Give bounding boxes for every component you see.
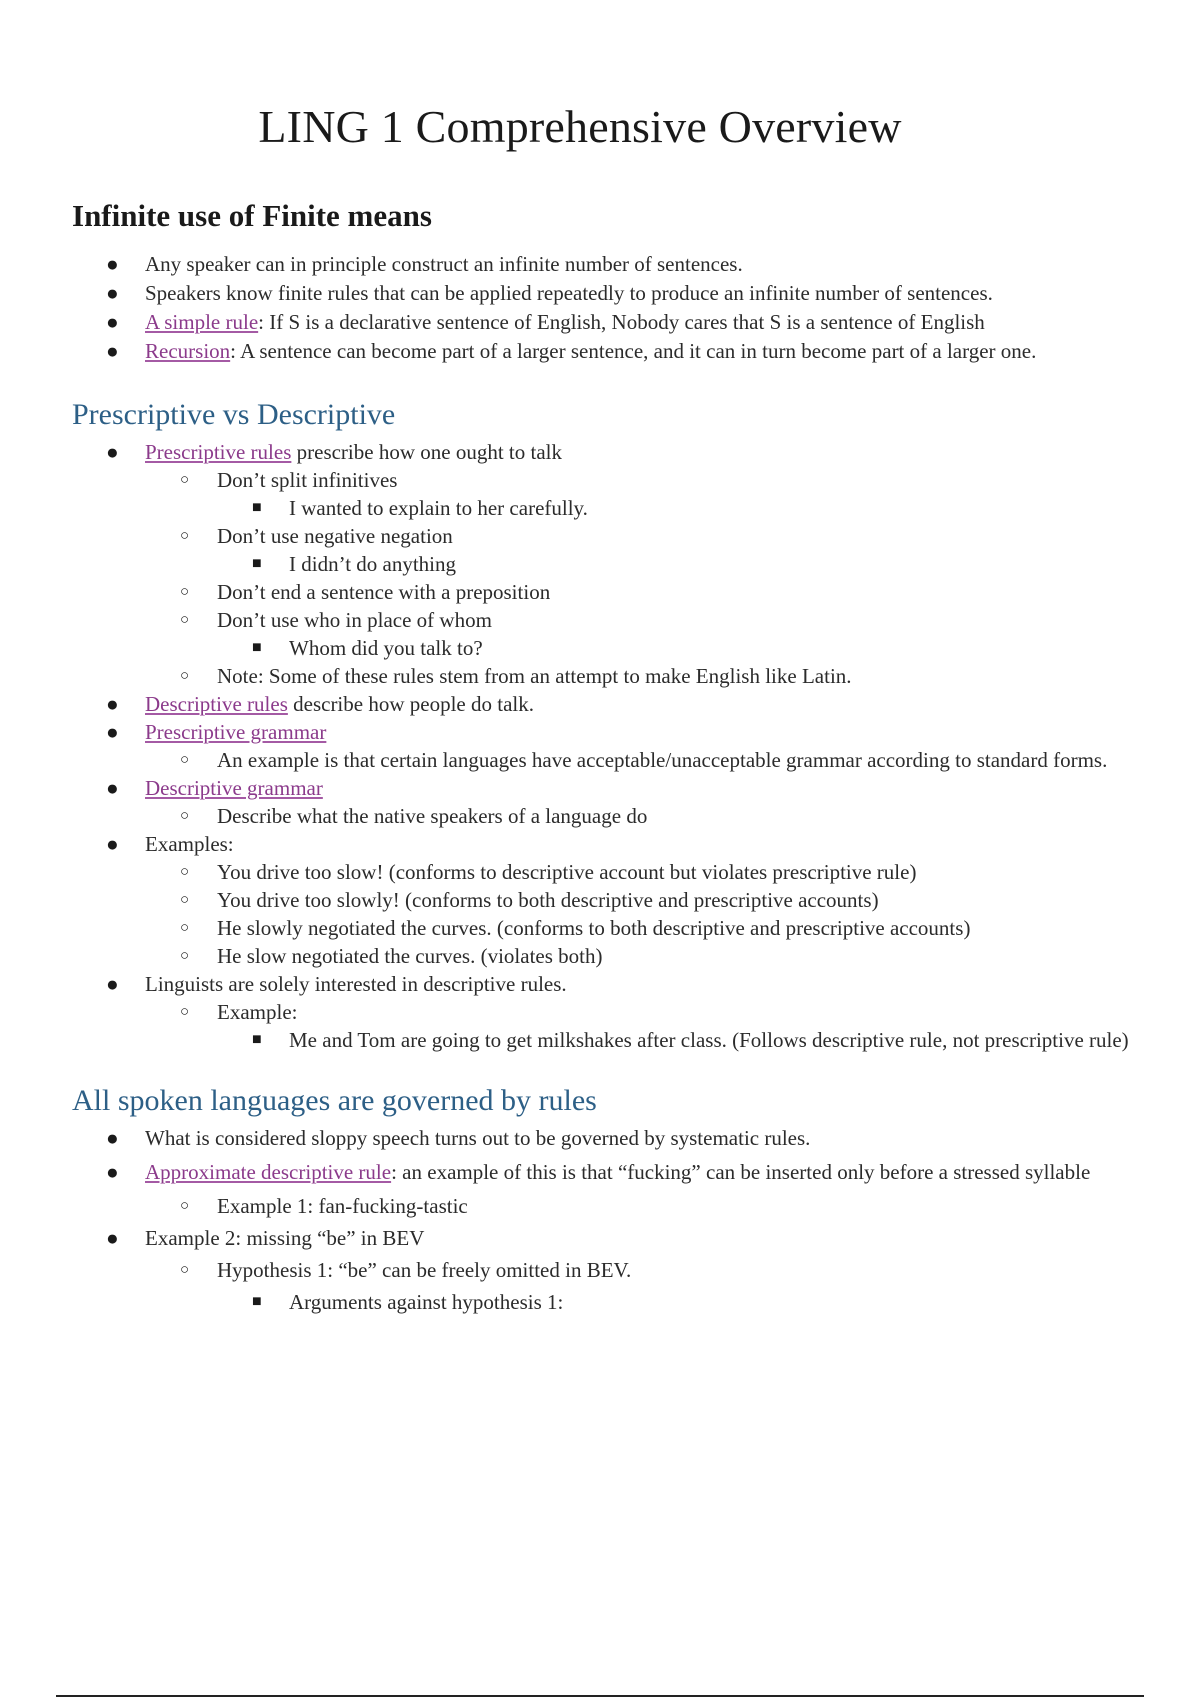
- bullet-circle-icon: ○: [180, 1262, 190, 1278]
- list-item: ○ Hypothesis 1: “be” can be freely omitted in BEV.: [180, 1258, 632, 1282]
- bullet-circle-icon: ○: [180, 808, 190, 824]
- bullet-circle-icon: ○: [180, 948, 190, 964]
- list-item: ○ Don’t use who in place of whom: [180, 608, 492, 632]
- list-item: ● Descriptive rules describe how people do talk.: [106, 692, 534, 716]
- list-item: ○ Don’t use negative negation: [180, 524, 453, 548]
- section-heading-prescriptive-vs-descriptive: Prescriptive vs Descriptive: [72, 398, 396, 431]
- bullet-circle-icon: ○: [180, 1004, 190, 1020]
- bullet-circle-icon: ○: [180, 752, 190, 768]
- bullet-circle-icon: ○: [180, 920, 190, 936]
- list-item: ○ An example is that certain languages have acceptable/unacceptable grammar according to standard forms.: [180, 748, 1108, 772]
- document-title: LING 1 Comprehensive Overview: [258, 101, 902, 152]
- bullet-dot-icon: ●: [106, 1226, 119, 1250]
- section1-list: [72, 250, 1172, 365]
- list-item: ● Recursion: A sentence can become part of a larger sentence, and it can in turn become part of a larger one.: [106, 339, 1037, 363]
- bullet-dot-icon: ●: [106, 692, 119, 716]
- bullet-square-icon: ■: [252, 639, 262, 656]
- list-item: ■ I didn’t do anything: [252, 552, 457, 576]
- list-item: ■ I wanted to explain to her carefully.: [252, 496, 588, 520]
- list-item: ○ Don’t end a sentence with a preposition: [180, 580, 551, 604]
- document-body: [72, 196, 1172, 1316]
- bullet-circle-icon: ○: [180, 892, 190, 908]
- bullet-square-icon: ■: [252, 1031, 262, 1048]
- list-item: ■ Whom did you talk to?: [252, 636, 483, 660]
- bullet-dot-icon: ●: [106, 776, 119, 800]
- bullet-circle-icon: ○: [180, 584, 190, 600]
- page-bottom-divider: [56, 1695, 1144, 1697]
- list-item: [72, 718, 1172, 746]
- bullet-dot-icon: ●: [106, 832, 119, 856]
- list-item: [72, 774, 1172, 802]
- link-descriptive-grammar[interactable]: Descriptive grammar: [145, 776, 323, 800]
- link-descriptive-rules[interactable]: Descriptive rules: [145, 692, 288, 716]
- section-heading-governed-by-rules: All spoken languages are governed by rules: [72, 1084, 597, 1117]
- bullet-dot-icon: ●: [106, 310, 119, 334]
- bullet-dot-icon: ●: [106, 339, 119, 363]
- list-item: ● Approximate descriptive rule: an example of this is that “fucking” can be inserted only before a stressed syllable: [72, 1156, 1172, 1188]
- bullet-dot-icon: ●: [106, 1126, 119, 1150]
- list-item: ● Linguists are solely interested in descriptive rules.: [106, 972, 567, 996]
- bullet-circle-icon: ○: [180, 472, 190, 488]
- list-item: ● Example 2: missing “be” in BEV: [106, 1226, 425, 1250]
- section3-list: [72, 1124, 1172, 1316]
- section2-list: [72, 438, 1172, 1054]
- link-prescriptive-grammar[interactable]: Prescriptive grammar: [145, 720, 327, 744]
- link-prescriptive-rules[interactable]: Prescriptive rules: [145, 440, 292, 464]
- list-item: ○ Don’t split infinitives: [180, 468, 398, 492]
- bullet-dot-icon: ●: [106, 720, 119, 744]
- link-simple-rule[interactable]: A simple rule: [145, 310, 259, 334]
- bullet-square-icon: ■: [252, 499, 262, 516]
- bullet-dot-icon: ●: [106, 281, 119, 305]
- bullet-circle-icon: ○: [180, 1198, 190, 1214]
- list-item: ■ Me and Tom are going to get milkshakes after class. (Follows descriptive rule, not prescriptive rule): [252, 1028, 1129, 1052]
- list-item: ● Examples:: [106, 832, 234, 856]
- list-item: ○ You drive too slow! (conforms to descriptive account but violates prescriptive rule): [180, 860, 917, 884]
- bullet-dot-icon: ●: [106, 252, 119, 276]
- list-item: ○ Describe what the native speakers of a language do: [180, 804, 648, 828]
- bullet-dot-icon: ●: [106, 1160, 119, 1184]
- list-item: ○ He slow negotiated the curves. (violates both): [180, 944, 603, 968]
- bullet-circle-icon: ○: [180, 528, 190, 544]
- section-heading-infinite-use: Infinite use of Finite means: [72, 198, 432, 233]
- list-item: ■ Arguments against hypothesis 1:: [252, 1290, 564, 1314]
- list-item: ○ He slowly negotiated the curves. (conforms to both descriptive and prescriptive accounts): [180, 916, 971, 940]
- list-item: ● A simple rule: If S is a declarative sentence of English, Nobody cares that S is a sentence of English: [106, 310, 985, 334]
- list-item: ● Speakers know finite rules that can be applied repeatedly to produce an infinite number of sentences.: [106, 281, 993, 305]
- list-item: ○ You drive too slowly! (conforms to both descriptive and prescriptive accounts): [180, 888, 879, 912]
- bullet-square-icon: ■: [252, 555, 262, 572]
- list-item: ○ Note: Some of these rules stem from an attempt to make English like Latin.: [180, 664, 852, 688]
- bullet-dot-icon: ●: [106, 972, 119, 996]
- list-item: ● Prescriptive rules prescribe how one ought to talk: [106, 440, 562, 464]
- list-item: ○ Example:: [180, 1000, 298, 1024]
- list-item: ● Any speaker can in principle construct an infinite number of sentences.: [106, 252, 743, 276]
- link-recursion[interactable]: Recursion: [145, 339, 231, 363]
- bullet-square-icon: ■: [252, 1293, 262, 1310]
- list-item: ○ Example 1: fan-fucking-tastic: [180, 1194, 468, 1218]
- bullet-circle-icon: ○: [180, 864, 190, 880]
- bullet-dot-icon: ●: [106, 440, 119, 464]
- bullet-circle-icon: ○: [180, 668, 190, 684]
- link-approximate-descriptive-rule[interactable]: Approximate descriptive rule: [145, 1160, 392, 1184]
- bullet-circle-icon: ○: [180, 612, 190, 628]
- list-item: ● What is considered sloppy speech turns out to be governed by systematic rules.: [106, 1126, 811, 1150]
